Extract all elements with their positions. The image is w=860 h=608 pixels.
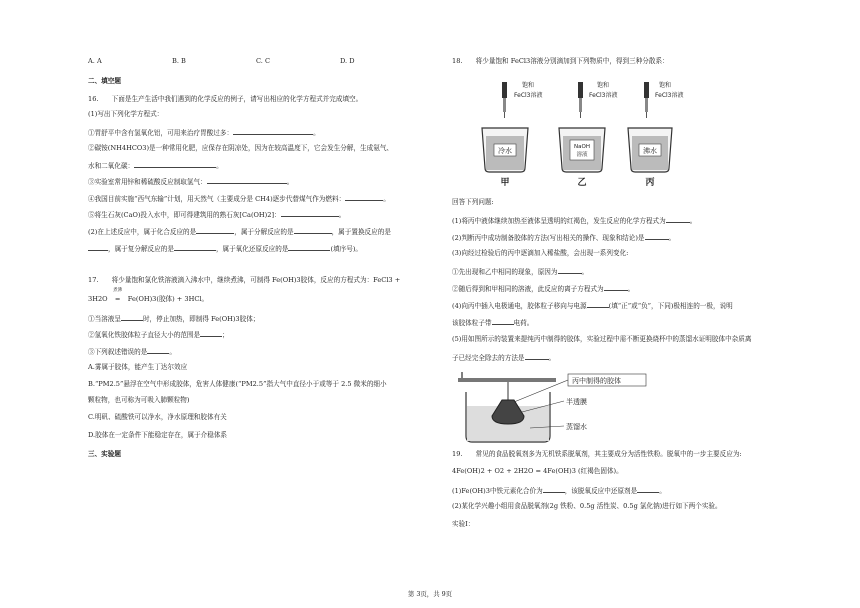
- q18-l4: ①先出现和乙中相同的现象，原因为 。: [452, 268, 589, 276]
- q16-item4: ④我国目前实施“西气东输”计划，用天然气（主要成分是 CH4)逐步代替煤气作为燃料： 。: [88, 195, 390, 203]
- fig-label-membrane: 半透膜: [566, 398, 587, 406]
- q17-sub3: ③下列叙述错误的是 。: [88, 348, 176, 356]
- q16-item2: ②碳铵(NH4HCO3)是一种常用化肥，应保存在阴凉处，因为在较高温度下，它会发生分解，生成氨气、: [88, 144, 394, 152]
- q16-item3: ③实验室常用锌和稀硫酸反应制取氢气： 。: [88, 178, 294, 186]
- q19-stem: 19. 常见的食品脱氧剂多为无机铁系脱氧剂，其主要成分为活性铁粉。脱氧中的一步主要反应为:: [452, 450, 742, 458]
- q18-l2: (2)判断丙中成功制备胶体的方法(写出相关的操作、现象和结论)是 。: [452, 234, 676, 242]
- q18-l9: 子已经完全除去的方法是 。: [452, 354, 556, 362]
- q18-l8: (5)用如图所示的装置来提纯丙中制得的胶体，实验过程中需不断更换烧杯中的蒸馏水证明胶体中杂质离: [452, 335, 752, 343]
- svg-text:NaOH: NaOH: [574, 144, 590, 150]
- fig-label-colloid: 丙中制得的胶体: [572, 377, 621, 385]
- fig-label-water: 蒸馏水: [566, 423, 587, 431]
- beaker-name-bing: 丙: [645, 178, 655, 188]
- svg-text:溶液: 溶液: [576, 152, 588, 158]
- q18-l3: (3)向经过检验后的丙中逐滴加入稀盐酸，会出现一系列变化:: [452, 249, 629, 257]
- section-heading-experiment: 三、实验题: [88, 450, 121, 458]
- q16-item2b: 水和二氧化碳： 。: [88, 162, 223, 170]
- q19-part2: (2)某化学兴趣小组用食品脱氧剂(2g 铁粉、0.5g 活性炭、0.5g 氯化钠)进行如下两个实验。: [452, 502, 722, 510]
- beaker-name-yi: 乙: [577, 178, 587, 188]
- dropper-label-3b: FeCl3溶液: [655, 92, 684, 99]
- q16-part2: (2)在上述反应中，属于化合反应的是 ，属于分解反应的是 ，属于置换反应的是: [88, 228, 391, 236]
- beakers-figure: [462, 70, 702, 188]
- q18-l1: (1)将丙中液体继续加热至液体呈透明的红褐色，发生反应的化学方程式为 。: [452, 217, 697, 225]
- q17-option-a: A.雾属于胶体，能产生丁达尔效应: [88, 363, 188, 371]
- q18-l5: ②随后得到和甲相同的溶液，此反应的离子方程式为 。: [452, 285, 635, 293]
- dropper-label-2a: 饱和: [597, 82, 610, 89]
- q18-l7: 该胶体粒子带 电荷。: [452, 319, 534, 327]
- q17-option-b: B.“PM2.5”悬浮在空气中形成胶体，危害人体健康(“PM2.5”指大气中直径小于或等于 2.5 微米的细小: [88, 380, 387, 388]
- q16-stem: 16. 下面是生产生活中我们遇到的化学反应的例子，请写出相应的化学方程式并完成填空。: [88, 95, 363, 103]
- option-d: D. D: [340, 57, 355, 65]
- q18-answer-prompt: 回答下列问题:: [452, 198, 494, 206]
- dropper-label-1a: 饱和: [522, 82, 535, 89]
- q18-stem: 18. 将少量饱和 FeCl3溶液分别滴加到下列物质中，得到三种分散系：: [452, 57, 669, 65]
- q16-part2b: ，属于复分解反应的是 ，属于氧化还原反应的是 (填序号)。: [88, 244, 362, 253]
- page-footer: 第 3页，共 9页: [407, 590, 453, 598]
- q16-item1: ①胃舒平中含有氢氧化铝，可用来治疗胃酸过多： 。: [88, 129, 320, 137]
- q16-item5: ⑤将生石灰(CaO)投入水中，即可得建筑用的熟石灰[Ca(OH)2]： 。: [88, 211, 346, 219]
- q17-option-c: C.明矾、硫酸铁可以净水，净水原理和胶体有关: [88, 413, 227, 421]
- option-b: B. B: [172, 57, 186, 65]
- dialysis-figure: [454, 370, 674, 444]
- beaker-jia: [482, 128, 528, 172]
- dropper-label-1b: FeCl3溶液: [514, 92, 543, 99]
- q19-part1: (1)Fe(OH)3中铁元素化合价为 ，该脱氧反应中还原剂是 。: [452, 487, 666, 495]
- beaker-jia-content: 冷水: [498, 147, 512, 155]
- q17-sub1: ①当溶液呈 时，停止加热，即制得 Fe(OH)3胶体；: [88, 315, 260, 323]
- q19-equation: 4Fe(OH)2 + O2 + 2H2O = 4Fe(OH)3 (红褐色固体)。: [452, 467, 623, 475]
- q17-stem: 17. 将少量饱和氯化铁溶液滴入沸水中，继续煮沸，可制得 Fe(OH)3胶体，反应的方程式为：FeCl3 +: [88, 276, 401, 284]
- section-heading-fill-blank: 二、填空题: [88, 77, 121, 85]
- q18-l6: (4)向丙中插入电极通电，胶体粒子移向与电源 (填“正”或“负”，下同)极相连的一极，说明: [452, 302, 733, 310]
- dropper-label-3a: 饱和: [659, 82, 672, 89]
- option-a: A. A: [88, 57, 102, 65]
- answer-options: [88, 58, 424, 65]
- beaker-bing: [628, 128, 672, 172]
- beaker-name-jia: 甲: [500, 178, 510, 188]
- q17-sub2: ②氢氧化铁胶体粒子直径大小的范围是 ；: [88, 331, 229, 339]
- q17-option-d: D.胶体在一定条件下能稳定存在，属于介稳体系: [88, 431, 228, 439]
- q17-option-b-cont: 颗粒物，也可称为可吸入肺颗粒物): [88, 396, 190, 404]
- q19-experiment-label: 实验Ⅰ：: [452, 520, 475, 528]
- q17-equation: 3H2O 煮沸 = Fe(OH)3(胶体) + 3HCl。: [88, 288, 209, 303]
- q16-part1: (1)写出下列化学方程式：: [88, 110, 164, 118]
- beaker-yi: [559, 128, 605, 172]
- option-c: C. C: [256, 57, 271, 65]
- dropper-label-2b: FeCl3溶液: [589, 92, 618, 99]
- beaker-bing-content: 沸水: [643, 147, 657, 155]
